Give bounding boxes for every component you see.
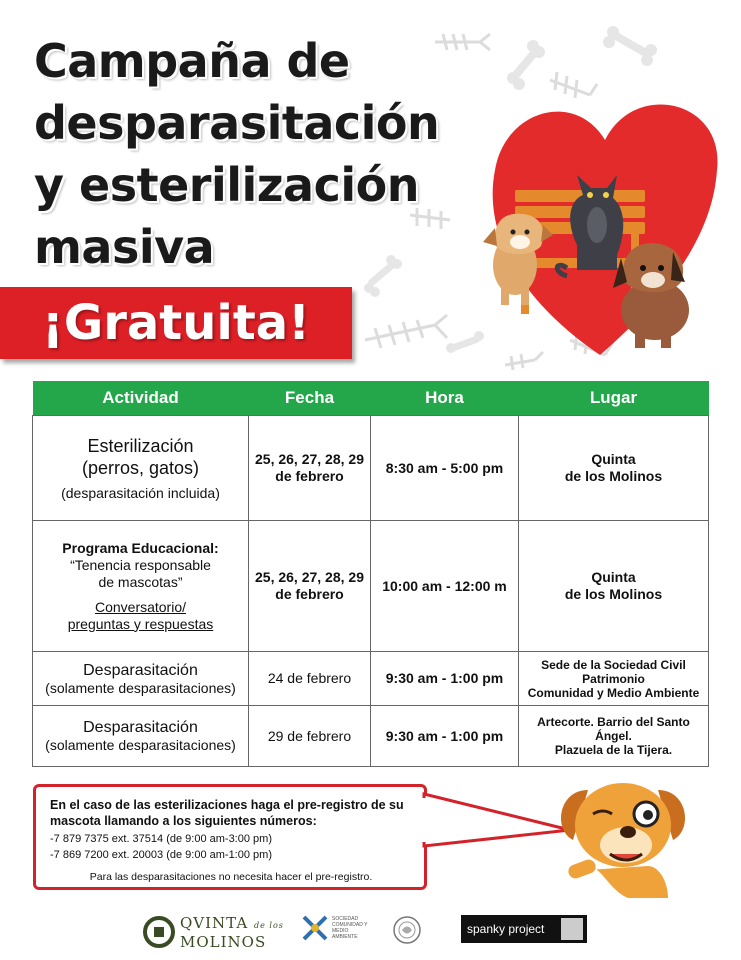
activity-cell bbox=[33, 706, 249, 767]
date-line-1: 25, 26, 27, 28, 29 bbox=[255, 569, 364, 585]
tools-icon bbox=[300, 913, 330, 943]
phone-number-1: -7 879 7375 ext. 37514 (de 9:00 am-3:00 pm) bbox=[50, 833, 272, 845]
date-cell: 24 de febrero bbox=[249, 652, 371, 706]
place-cell bbox=[519, 416, 709, 521]
place-line-2: de los Molinos bbox=[564, 468, 663, 484]
time-cell: 10:00 am - 12:00 m bbox=[371, 521, 519, 652]
place-line-1: Sede de la Sociedad Civil bbox=[541, 657, 686, 672]
table-row bbox=[33, 706, 709, 767]
time-cell: 8:30 am - 5:00 pm bbox=[371, 416, 519, 521]
time-cell: 9:30 am - 1:00 pm bbox=[371, 652, 519, 706]
title-line-3: y esterilización bbox=[34, 158, 419, 212]
date-line-1: 25, 26, 27, 28, 29 bbox=[255, 451, 364, 467]
seal-logo-icon bbox=[392, 915, 422, 945]
time-cell: 9:30 am - 1:00 pm bbox=[371, 706, 519, 767]
activity-cell bbox=[33, 416, 249, 521]
column-header-activity: Actividad bbox=[33, 381, 249, 416]
pre-registration-note: Para las desparasitaciones no necesita hacer el pre-registro. bbox=[89, 871, 373, 883]
place-cell bbox=[519, 521, 709, 652]
activity-sub: (solamente desparasitaciones) bbox=[45, 679, 236, 696]
date-line-2: de febrero bbox=[275, 468, 344, 484]
column-header-date: Fecha bbox=[249, 381, 371, 416]
table-row bbox=[33, 521, 709, 652]
activity-main: Esterilización bbox=[87, 435, 194, 456]
activity-link-2: preguntas y respuestas bbox=[67, 615, 214, 632]
sociedad-text: SOCIEDAD COMUNIDAD Y MEDIO AMBIENTE bbox=[332, 916, 368, 940]
activity-main: Desparasitación bbox=[83, 661, 198, 679]
schedule-table bbox=[32, 381, 709, 767]
activity-quote-2: de mascotas” bbox=[98, 573, 183, 590]
activity-sub: (solamente desparasitaciones) bbox=[45, 737, 236, 753]
activity-note: (desparasitación incluida) bbox=[61, 484, 220, 501]
date-cell bbox=[249, 521, 371, 652]
place-line-1: Artecorte. Barrio del Santo Ángel. bbox=[537, 715, 690, 743]
quinta-line-2: MOLINOS bbox=[180, 933, 267, 951]
date-line-2: de febrero bbox=[275, 586, 344, 602]
place-line-1: Quinta bbox=[591, 451, 636, 467]
winking-dog-illustration bbox=[548, 770, 698, 900]
quinta-small: de los bbox=[253, 921, 284, 930]
footer-logos bbox=[0, 905, 741, 960]
activity-cell bbox=[33, 521, 249, 652]
date-cell: 29 de febrero bbox=[249, 706, 371, 767]
activity-main: Desparasitación bbox=[83, 719, 198, 736]
date-cell bbox=[249, 416, 371, 521]
spanky-photo-icon bbox=[561, 918, 583, 940]
activity-cell bbox=[33, 652, 249, 706]
activity-link-1: Conversatorio/ bbox=[94, 598, 187, 615]
place-line-3: Comunidad y Medio Ambiente bbox=[527, 685, 700, 700]
activity-sub: (perros, gatos) bbox=[81, 457, 200, 478]
title-line-4: masiva bbox=[34, 220, 215, 274]
pre-registration-box bbox=[33, 784, 427, 890]
place-line-2: de los Molinos bbox=[564, 586, 663, 602]
pets-heart-illustration bbox=[355, 20, 741, 370]
table-header-row bbox=[33, 381, 709, 416]
column-header-time: Hora bbox=[371, 381, 519, 416]
title-line-1: Campaña de bbox=[34, 34, 350, 88]
sociedad-civil-logo bbox=[300, 913, 370, 947]
quinta-line-1: QVINTA bbox=[180, 914, 249, 932]
spanky-project-logo bbox=[461, 915, 587, 943]
place-cell bbox=[519, 706, 709, 767]
spanky-label: spanky project bbox=[467, 922, 545, 936]
free-badge: ¡Gratuita! bbox=[0, 287, 352, 359]
table-row bbox=[33, 652, 709, 706]
activity-main: Programa Educacional: bbox=[62, 539, 219, 556]
title-line-2: desparasitación bbox=[34, 96, 440, 150]
quinta-de-los-molinos-logo bbox=[140, 913, 284, 953]
pre-registration-heading: En el caso de las esterilizaciones haga el pre-registro de su mascota llamando a los siguientes números: bbox=[50, 798, 404, 828]
activity-quote-1: “Tenencia responsable bbox=[70, 556, 211, 573]
place-line-2: Patrimonio bbox=[582, 671, 645, 686]
place-cell bbox=[519, 652, 709, 706]
column-header-place: Lugar bbox=[519, 381, 709, 416]
table-row bbox=[33, 416, 709, 521]
phone-number-2: -7 869 7200 ext. 20003 (de 9:00 am-1:00 pm) bbox=[50, 849, 272, 861]
quinta-logo-icon bbox=[142, 915, 176, 949]
place-line-1: Quinta bbox=[591, 569, 636, 585]
place-line-2: Plazuela de la Tijera. bbox=[554, 743, 673, 757]
